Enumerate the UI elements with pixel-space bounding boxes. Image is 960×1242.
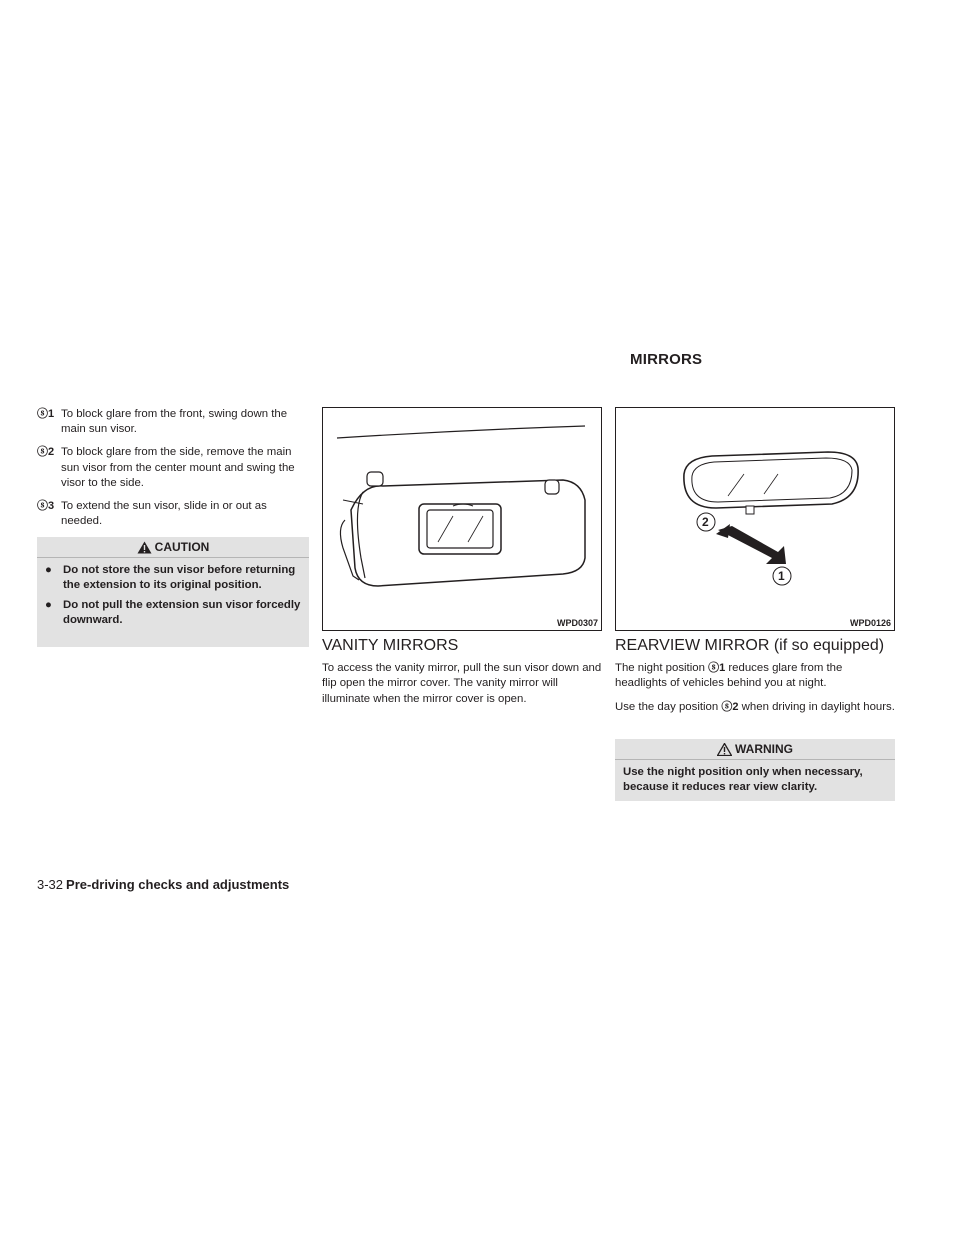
rearview-paragraph-night <box>615 661 895 692</box>
callout-1: 1 <box>778 569 785 583</box>
caution-item <box>45 563 301 593</box>
vanity-mirror-figure <box>322 407 602 631</box>
sun-visor-steps <box>37 407 309 537</box>
step-text: To block glare from the side, remove the main sun visor from the center mount and swing the visor to the side. <box>61 446 295 489</box>
caution-item-text: Do not pull the extension sun visor forcedly downward. <box>63 599 301 626</box>
figure-code: WPD0307 <box>556 618 598 628</box>
text: when driving in daylight hours. <box>738 701 895 713</box>
text: The night position <box>615 662 709 674</box>
caution-item-text: Do not store the sun visor before returning the extension to its original position. <box>63 564 296 591</box>
warning-text: Use the night position only when necessary, because it reduces rear view clarity. <box>623 766 863 793</box>
rearview-heading: REARVIEW MIRROR (if so equipped) <box>615 637 885 654</box>
callout-ref: ⓢ2 <box>721 701 739 713</box>
vanity-text: To access the vanity mirror, pull the sun visor down and flip open the mirror cover. The vanity mirror will illuminate when the mirror cover is open. <box>322 662 602 705</box>
warning-triangle-icon <box>137 541 152 554</box>
figure-code: WPD0126 <box>849 618 891 628</box>
page-footer <box>37 877 289 892</box>
step-3 <box>37 499 309 529</box>
step-number: ⓢ2 <box>37 446 55 459</box>
callout-ref: ⓢ1 <box>708 662 726 674</box>
rearview-mirror-figure <box>615 407 895 631</box>
warning-header <box>615 739 895 760</box>
caution-item <box>45 598 301 628</box>
bullet-icon: ● <box>45 564 52 576</box>
warning-triangle-icon <box>717 743 732 756</box>
caution-title: CAUTION <box>154 540 210 554</box>
text: reduces glare from the headlights of vehicles behind you at night. <box>615 662 843 690</box>
text: Use the day position <box>615 701 722 713</box>
chapter-title: Pre-driving checks and adjustments <box>66 877 290 892</box>
caution-body <box>37 558 309 641</box>
section-title: MIRRORS <box>630 351 703 368</box>
rearview-mirror-illustration <box>616 408 894 630</box>
step-number: ⓢ1 <box>37 408 55 420</box>
vanity-heading: VANITY MIRRORS <box>322 637 459 654</box>
warning-title: WARNING <box>735 742 793 756</box>
rearview-paragraph-day <box>615 700 895 715</box>
step-text: To block glare from the front, swing down the main sun visor. <box>61 408 288 436</box>
caution-box <box>37 537 309 647</box>
step-2 <box>37 445 309 491</box>
step-1 <box>37 407 309 437</box>
step-number: ⓢ3 <box>37 500 55 513</box>
warning-box <box>615 739 895 801</box>
sun-visor-illustration <box>323 408 601 630</box>
callout-2: 2 <box>702 515 709 529</box>
step-text: To extend the sun visor, slide in or out as needed. <box>61 500 267 528</box>
bullet-icon: ● <box>45 599 52 611</box>
page-number: 3-32 <box>37 877 64 892</box>
caution-header <box>37 537 309 558</box>
